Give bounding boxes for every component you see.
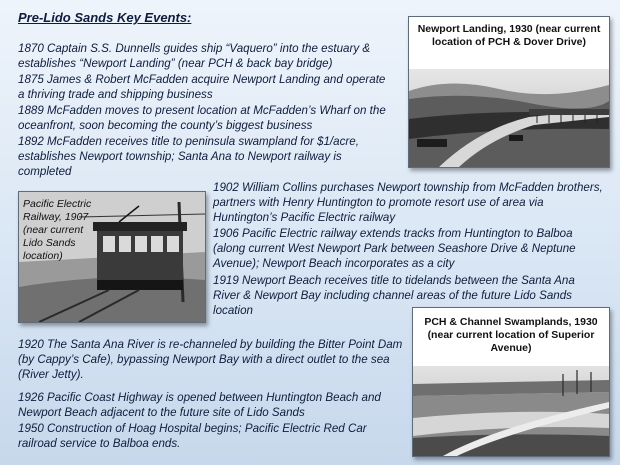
event-1870: 1870 Captain S.S. Dunnells guides ship “Vaquero” into the estuary & establishes “Newport Landing” (near PCH & back bay bridge)	[18, 42, 371, 71]
event-1875: 1875 James & Robert McFadden acquire Newport Landing and operate a thriving trade and shipping business	[18, 73, 386, 102]
event-1906: 1906 Pacific Electric railway extends tracks from Huntington to Balboa (along current West Newport Park between Seashore Drive & Neptune Avenue); Newport Beach incorporates as a city	[213, 227, 576, 271]
page-title: Pre-Lido Sands Key Events:	[18, 10, 192, 25]
photo-pacific-electric	[18, 191, 206, 323]
photo-channel-swamplands	[412, 307, 610, 457]
channel-swamplands-image	[413, 366, 609, 456]
photo-caption-newport-landing: Newport Landing, 1930 (near current location of PCH & Dover Drive)	[409, 23, 609, 49]
photo-newport-landing	[408, 16, 610, 168]
event-1902: 1902 William Collins purchases Newport township from McFadden brothers, partners with Henry Huntington to promote resort use of area via Huntington’s Pacific Electric railway	[213, 181, 603, 225]
photo-caption-channel-swamplands: PCH & Channel Swamplands, 1930 (near current location of Superior Avenue)	[413, 316, 609, 355]
event-1926: 1926 Pacific Coast Highway is opened between Huntington Beach and Newport Beach adjacent to the future site of Lido Sands	[18, 391, 381, 420]
event-1920: 1920 The Santa Ana River is re-channeled by building the Bitter Point Dam (by Cappy’s Cafe), bypassing Newport Bay with a direct outlet to the sea (River Jetty).	[18, 338, 403, 382]
photo-caption-pacific-electric: Pacific Electric Railway, 1907 (near current Lido Sands location)	[23, 198, 92, 262]
event-1892: 1892 McFadden receives title to peninsula swampland for $1/acre, establishes Newport township; Santa Ana to Newport railway is completed	[18, 135, 359, 179]
event-1919: 1919 Newport Beach receives title to tidelands between the Santa Ana River & Newport Bay including channel areas of the future Lido Sands location	[213, 274, 575, 318]
newport-landing-image	[409, 69, 609, 167]
event-1950: 1950 Construction of Hoag Hospital begins; Pacific Electric Red Car railroad service to Balboa ends.	[18, 422, 367, 451]
event-1889: 1889 McFadden moves to present location at McFadden’s Wharf on the oceanfront, soon becoming the county’s biggest business	[18, 104, 386, 133]
